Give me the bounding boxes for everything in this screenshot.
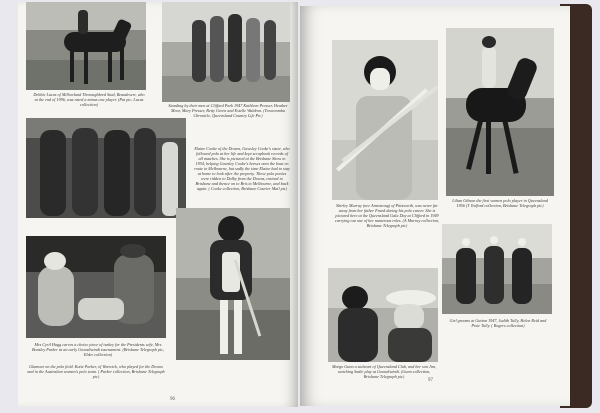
page-number-right: 97 [428,378,433,383]
caption-shirley-murray: Shirley Murray (nee Armstrong) of Pittsworth, was never far away from her father Frank during his polo career. She is pictured here at the Queensland Gala Day at Clifford in 1949 carrying out one of her numerous roles. (A Murray collection, Brisbane Telegraph pic) [335,203,439,228]
photo-lilian-gibson-rider [446,28,554,196]
caption-debbie-lucas: Debbie Lucas of Millowland Thoroughbred Stud, Beaudesert, who at the end of 1996, was rated a minus one player. (Pat pic, Lucas collection) [33,92,145,107]
photo-rider-polo-field [26,2,146,90]
photo-glamour-polo-field [176,208,290,360]
right-page [300,6,570,406]
caption-elaine-cooke: Elaine Cooke of the Downs, Gawsley Cooke's sister, who followed polo at her life and kept scrapbook records of all matches. She is pictured at the Brisbane Show in 1954, helping Gawsley Cooke's horses onto the boat en route to Melbourne, but sadly the time Elaine had to stay at home to look after the property. These polo ponies were ridden to Dalby from the Downs, trained to Brisbane and thence on to Bris to Melbourne, and back again. ( Cooke collection, Brisbane Courier Mail pic) [194,146,290,191]
caption-lilian-gibson: Lilian Gibson the first women polo player in Queensland 1956 (T Tedford collection, Brisbane Telegraph pic) [452,198,548,208]
caption-standing-by-their-men: Standing by their men at Clifford Park 1947 Kathleen Presser, Heather Moor, Mary Presser, Betty Green and Estelle Waldron. (Toowoomba Chronicle, Queensland Country Life Pic) [168,103,288,118]
page-number-left: 96 [170,397,175,402]
photo-carving-turkey [26,236,166,338]
photo-women-standing [162,2,290,102]
left-page [18,2,298,407]
caption-margo-gunn: Margo Gunn a stalwart of Queensland Club, and her son Jim, watching Sadie play at Goondiwindi. (Gunn collection, Brisbane Telegraph pic) [331,364,437,379]
photo-girl-grooms [442,224,552,314]
photo-margo-gunn-and-son [328,268,438,362]
photo-woman-with-mallets [332,40,438,200]
photo-horses-handler [26,118,186,218]
caption-girl-grooms: Girl grooms at Gatton 1947, Judith Tully, Helen Reid and Pixie Tully. ( Rogers collection) [449,318,547,328]
caption-glamour-katie-parker: Glamour on the polo field. Katie Parker, of Warwick, who played for the Downs and in the Australian women's polo team. ( Parker collection, Brisbane Telegraph pic) [27,364,165,379]
caption-mrs-cyril-hagg: Mrs Cyril Hagg carves a choice piece of turkey for the Presidents wife, Mrs Bonsley Parker at an early Goondiwindi tournament. (Brisbane Telegraph pic, Elder collection) [31,342,165,357]
